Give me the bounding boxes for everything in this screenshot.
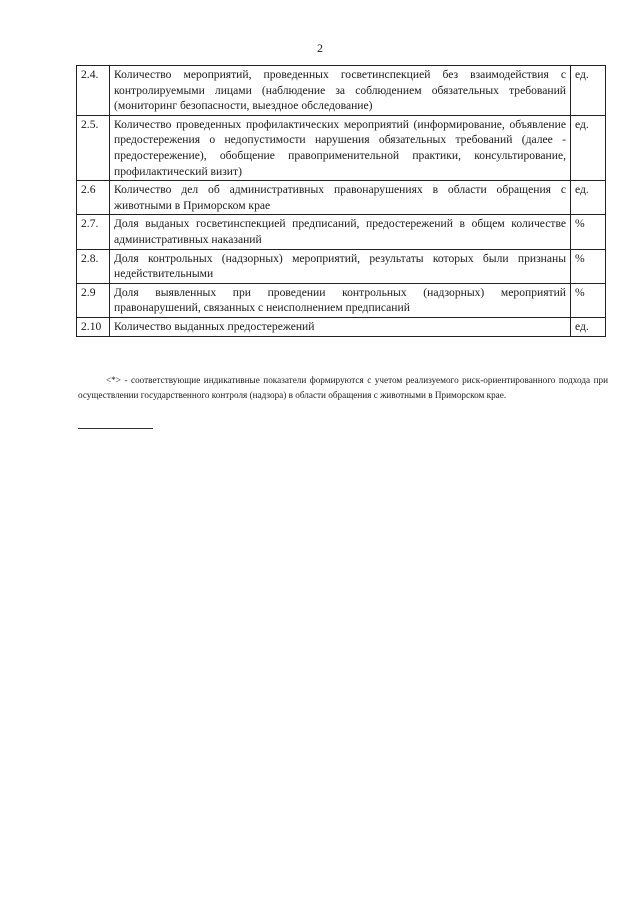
row-number: 2.8. — [77, 249, 110, 283]
row-number: 2.10 — [77, 317, 110, 336]
row-number: 2.5. — [77, 115, 110, 180]
table-row — [77, 283, 606, 317]
row-unit: ед. — [571, 181, 606, 215]
row-unit: ед. — [571, 66, 606, 116]
footnote-separator-line — [78, 428, 153, 429]
row-unit: ед. — [571, 317, 606, 336]
row-number: 2.9 — [77, 283, 110, 317]
table-row — [77, 317, 606, 336]
row-description: Количество дел об административных правонарушениях в области обращения с животными в Приморском крае — [110, 181, 571, 215]
row-description: Количество мероприятий, проведенных госветинспекцией без взаимодействия с контролируемыми лицами (наблюдение за соблюдением обязательных требований (мониторинг безопасности, выездное обследование) — [110, 66, 571, 116]
table-row — [77, 215, 606, 249]
row-description: Доля выявленных при проведении контрольных (надзорных) мероприятий правонарушений, связанных с неисполнением предписаний — [110, 283, 571, 317]
row-description: Количество проведенных профилактических мероприятий (информирование, объявление предостережения о недопустимости нарушения обязательных требований (далее - предостережение), обобщение правоприменительной практики, консультирование, профилактический визит) — [110, 115, 571, 180]
row-number: 2.6 — [77, 181, 110, 215]
table-row — [77, 249, 606, 283]
row-unit: % — [571, 283, 606, 317]
row-number: 2.7. — [77, 215, 110, 249]
row-unit: ед. — [571, 115, 606, 180]
row-description: Доля контрольных (надзорных) мероприятий, результаты которых были признаны недействительными — [110, 249, 571, 283]
row-description: Количество выданных предостережений — [110, 317, 571, 336]
row-description: Доля выданых госветинспекцией предписаний, предостережений в общем количестве административных наказаний — [110, 215, 571, 249]
row-unit: % — [571, 215, 606, 249]
row-number: 2.4. — [77, 66, 110, 116]
table-row — [77, 115, 606, 180]
table-row — [77, 66, 606, 116]
indicators-table — [76, 65, 606, 337]
row-unit: % — [571, 249, 606, 283]
footnote: <*> - соответствующие индикативные показатели формируются с учетом реализуемого риск-ориентированного подхода при осуществлении государственного контроля (надзора) в области обращения с животными в Приморском крае. — [78, 375, 608, 400]
page-number: 2 — [317, 41, 323, 55]
table-row — [77, 181, 606, 215]
